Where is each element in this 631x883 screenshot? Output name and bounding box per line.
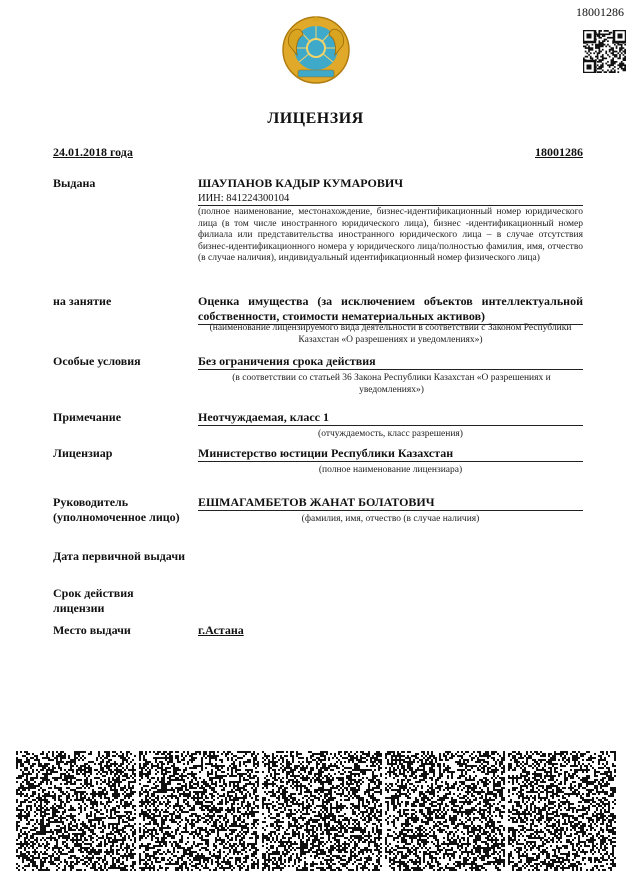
licensor-hint: (полное наименование лицензиара) <box>318 465 463 475</box>
head-label <box>53 495 180 525</box>
qr-finder-center <box>587 34 592 39</box>
activity-value: Оценка имущества (за исключением объектов интеллектуальной собственности, стоимости нематериальных активов) <box>198 294 583 323</box>
licensor-value: Министерство юстиции Республики Казахстан <box>198 446 583 462</box>
activity-label: на занятие <box>53 294 112 308</box>
license-number: 18001286 <box>535 145 583 159</box>
qr-finder-center <box>618 34 623 39</box>
document-title: ЛИЦЕНЗИЯ <box>267 110 364 127</box>
qr-block-5 <box>508 751 616 871</box>
document-number-top: 18001286 <box>576 5 624 19</box>
note-value: Неотчуждаемая, класс 1 <box>198 410 583 426</box>
note-label: Примечание <box>53 410 122 424</box>
qr-block-2 <box>139 751 259 871</box>
qr-block-3 <box>262 751 382 871</box>
qr-block-1 <box>16 751 136 871</box>
kazakhstan-emblem-icon <box>281 15 351 85</box>
qr-finder-center <box>587 65 592 70</box>
conditions-value: Без ограничения срока действия <box>198 354 583 370</box>
qr-block-4 <box>385 751 505 871</box>
head-label-line2: (уполномоченное лицо) <box>53 510 180 524</box>
validity-label <box>53 586 134 616</box>
licensee-name: ШАУПАНОВ КАДЫР КУМАРОВИЧ <box>198 176 404 190</box>
conditions-hint: (в соответствии со статьей 36 Закона Республики Казахстан «О разрешениях и уведомлениях») <box>232 373 551 395</box>
note-hint: (отчуждаемость, класс разрешения) <box>318 429 463 439</box>
head-label-line1: Руководитель <box>53 495 129 509</box>
issue-date: 24.01.2018 года <box>53 145 133 159</box>
conditions-label: Особые условия <box>53 354 141 368</box>
place-label: Место выдачи <box>53 623 131 637</box>
licensor-label: Лицензиар <box>53 446 113 460</box>
validity-label-line1: Срок действия <box>53 586 134 600</box>
validity-label-line2: лицензии <box>53 601 105 615</box>
activity-hint: (наименование лицензируемого вида деятельности в соответствии с Законом Республики Казахстан «О разрешениях и уведомлениях») <box>209 323 572 345</box>
head-hint: (фамилия, имя, отчество (в случае наличия) <box>301 514 480 524</box>
qr-code-small <box>583 30 626 73</box>
licensee-iin: ИИН: 841224300104 <box>198 192 583 206</box>
licensee-hint: (полное наименование, местонахождение, бизнес-идентификационный номер юридического лица (в том числе иностранного юридического лица), бизнес -идентификационный номер филиала или представительства иностранного юридического лица – в случае отсутствия бизнес-идентификационного номера у юридического лица/полностью фамилия, имя, отчество (в случае наличия), индивидуальный идентификационный номер физического лица) <box>198 207 583 263</box>
first-issue-label: Дата первичной выдачи <box>53 549 186 563</box>
issued-to-label: Выдана <box>53 176 96 190</box>
qr-code-row <box>15 750 616 872</box>
head-value: ЕШМАГАМБЕТОВ ЖАНАТ БОЛАТОВИЧ <box>198 495 583 511</box>
place-value: г.Астана <box>198 623 244 637</box>
